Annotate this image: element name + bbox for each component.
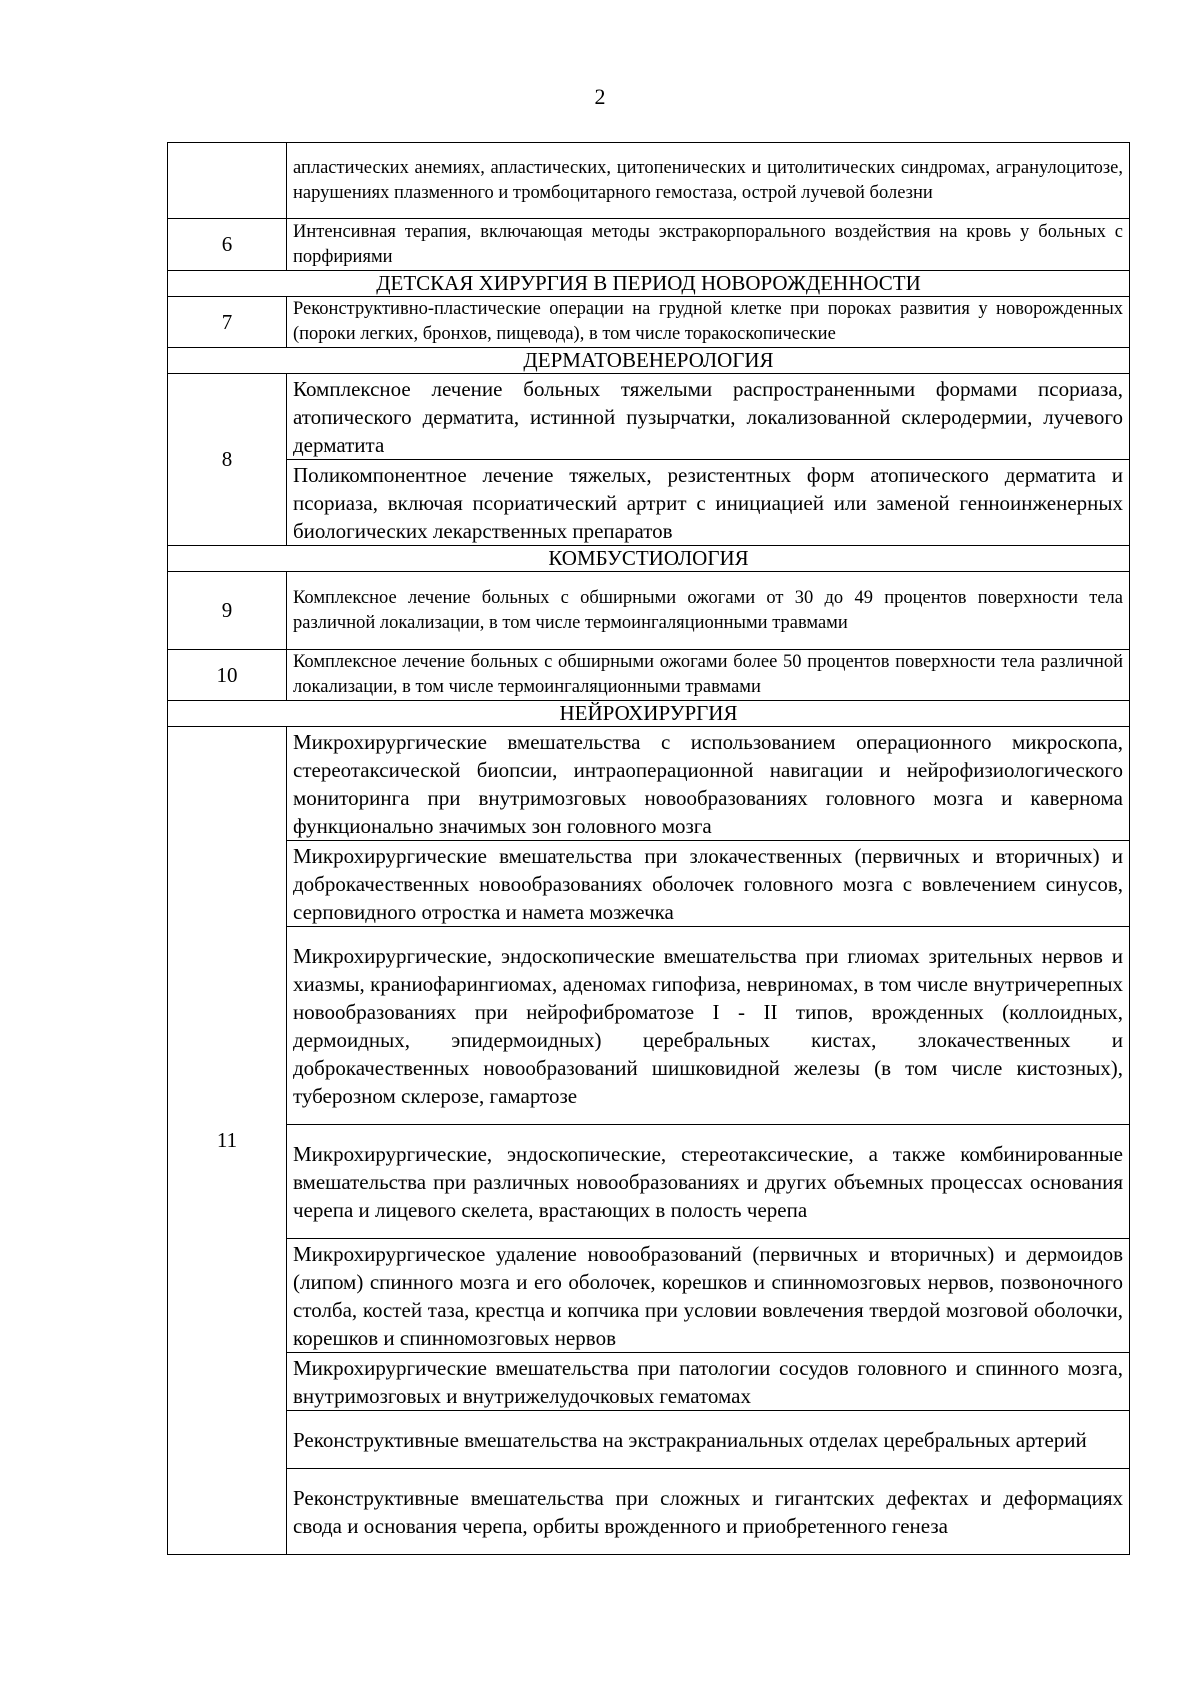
row-description: апластических анемиях, апластических, цитопенических и цитолитических синдромах, агранулоцитозе, нарушениях плазменного и тромбоцитарного гемостаза, острой лучевой болезни <box>287 143 1130 219</box>
page-number: 2 <box>594 84 606 109</box>
table-row <box>168 927 1130 1125</box>
row-description: Микрохирургические вмешательства при злокачественных (первичных и вторичных) и доброкачественных новообразованиях оболочек головного мозга с вовлечением синусов, серповидного отростка и намета мозжечка <box>287 841 1130 927</box>
table-row <box>168 1353 1130 1411</box>
row-description: Реконструктивные вмешательства при сложных и гигантских дефектах и деформациях свода и основания черепа, орбиты врожденного и приобретенного генеза <box>287 1469 1130 1555</box>
row-number: 10 <box>168 650 287 701</box>
row-description: Микрохирургические вмешательства с использованием операционного микроскопа, стереотаксической биопсии, интраоперационной навигации и нейрофизиологического мониторинга при внутримозговых новообразованиях головного мозга и кавернома функционально значимых зон головного мозга <box>287 727 1130 841</box>
section-heading: НЕЙРОХИРУРГИЯ <box>168 701 1130 727</box>
row-description: Микрохирургические, эндоскопические вмешательства при глиомах зрительных нервов и хиазмы, краниофарингиомах, аденомах гипофиза, невриномах, в том числе внутричерепных новообразованиях при нейрофиброматозе I - II типов, врожденных (коллоидных, дермоидных, эпидермоидных) церебральных кистах, злокачественных и доброкачественных новообразований шишковидной железы (в том числе кистозных), туберозном склерозе, гамартозе <box>287 927 1130 1125</box>
row-number-cell <box>168 143 287 219</box>
table-row <box>168 841 1130 927</box>
row-description: Комплексное лечение больных тяжелыми распространенными формами псориаза, атопического дерматита, истинной пузырчатки, локализованной склеродермии, лучевого дерматита <box>287 374 1130 460</box>
row-number: 7 <box>168 297 287 348</box>
row-number: 11 <box>168 727 287 1555</box>
row-description: Комплексное лечение больных с обширными ожогами от 30 до 49 процентов поверхности тела различной локализации, в том числе термоингаляционными травмами <box>287 572 1130 650</box>
row-description: Микрохирургические вмешательства при патологии сосудов головного и спинного мозга, внутримозговых и внутрижелудочковых гематомах <box>287 1353 1130 1411</box>
procedures-table <box>167 142 1130 1555</box>
row-number: 8 <box>168 374 287 546</box>
table-row <box>168 1411 1130 1469</box>
row-description: Реконструктивные вмешательства на экстракраниальных отделах церебральных артерий <box>287 1411 1130 1469</box>
table-row <box>168 460 1130 546</box>
table-row <box>168 1469 1130 1555</box>
row-description: Микрохирургическое удаление новообразований (первичных и вторичных) и дермоидов (липом) спинного мозга и его оболочек, корешков и спинномозговых нервов, позвоночного столба, костей таза, крестца и копчика при условии вовлечения твердой мозговой оболочки, корешков и спинномозговых нервов <box>287 1239 1130 1353</box>
section-header-row <box>168 348 1130 374</box>
table-row <box>168 219 1130 271</box>
row-number: 9 <box>168 572 287 650</box>
row-number: 6 <box>168 219 287 271</box>
row-description: Комплексное лечение больных с обширными ожогами более 50 процентов поверхности тела различной локализации, в том числе термоингаляционными травмами <box>287 650 1130 701</box>
table-row <box>168 1239 1130 1353</box>
table-row <box>168 650 1130 701</box>
table-row <box>168 143 1130 219</box>
row-description: Реконструктивно-пластические операции на грудной клетке при пороках развития у новорожденных (пороки легких, бронхов, пищевода), в том числе торакоскопические <box>287 297 1130 348</box>
table-row <box>168 572 1130 650</box>
section-heading: КОМБУСТИОЛОГИЯ <box>168 546 1130 572</box>
section-heading: ДЕТСКАЯ ХИРУРГИЯ В ПЕРИОД НОВОРОЖДЕННОСТИ <box>168 271 1130 297</box>
section-heading: ДЕРМАТОВЕНЕРОЛОГИЯ <box>168 348 1130 374</box>
table-row <box>168 374 1130 460</box>
table-row <box>168 297 1130 348</box>
table-row <box>168 727 1130 841</box>
section-header-row <box>168 271 1130 297</box>
table-row <box>168 1125 1130 1239</box>
section-header-row <box>168 546 1130 572</box>
row-description: Интенсивная терапия, включающая методы экстракорпорального воздействия на кровь у больных с порфириями <box>287 219 1130 271</box>
section-header-row <box>168 701 1130 727</box>
row-description: Микрохирургические, эндоскопические, стереотаксические, а также комбинированные вмешательства при различных новообразованиях и других объемных процессах основания черепа и лицевого скелета, врастающих в полость черепа <box>287 1125 1130 1239</box>
row-description: Поликомпонентное лечение тяжелых, резистентных форм атопического дерматита и псориаза, включая псориатический артрит с инициацией или заменой генноинженерных биологических лекарственных препаратов <box>287 460 1130 546</box>
